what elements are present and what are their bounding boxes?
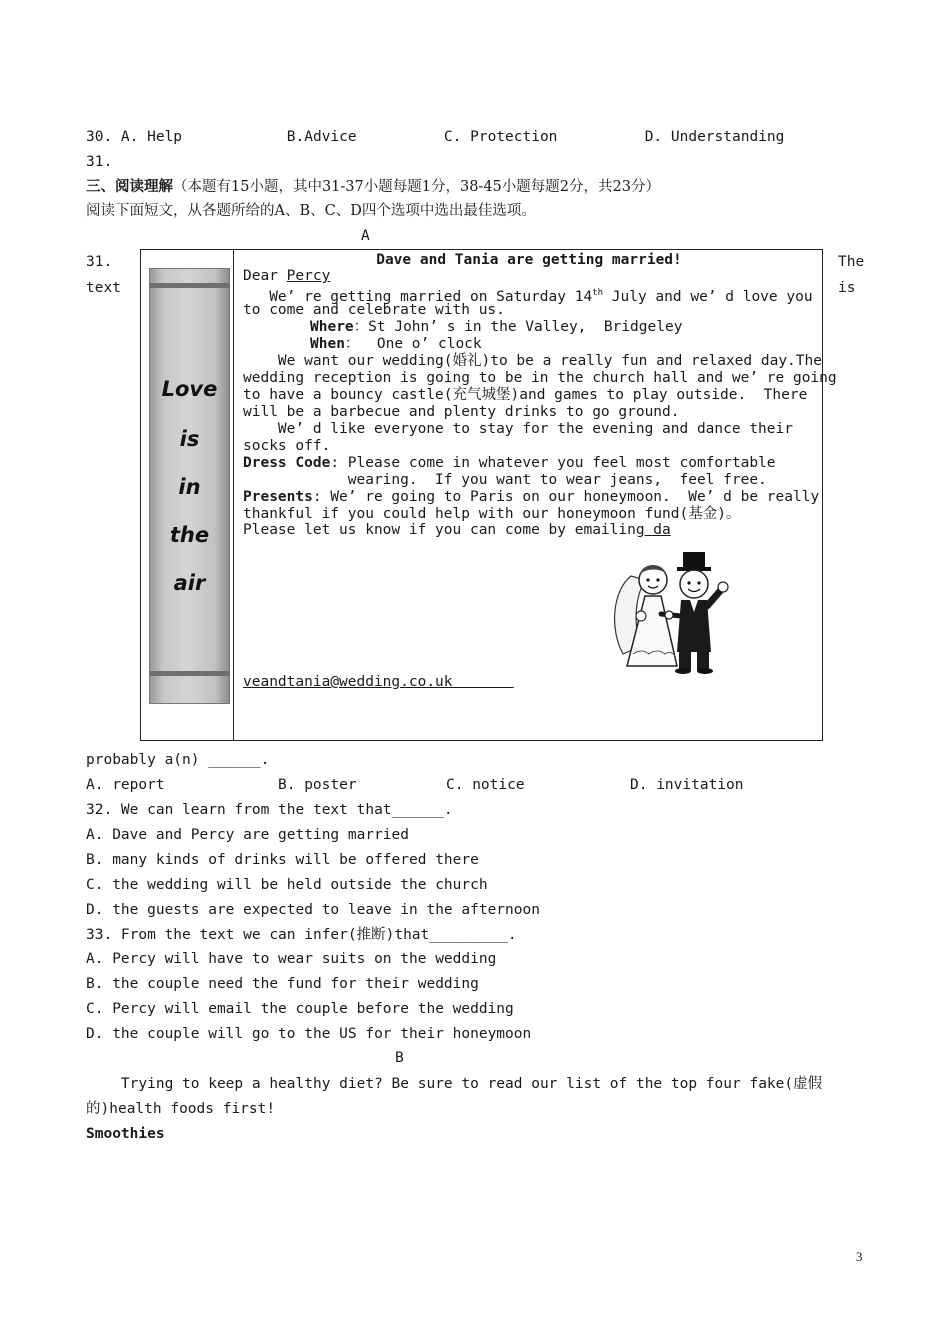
question-31-stem: probably a(n) ______. [86, 752, 270, 768]
paragraph-1-line-2: to come and celebrate with us. [243, 302, 505, 318]
banner-word-air: air [173, 571, 206, 595]
email-link[interactable]: veandtania@wedding.co.uk [243, 674, 514, 690]
love-is-in-the-air-banner [149, 268, 230, 704]
presents-text: : We’ re going to Paris on our honeymoon. We’ d be really [312, 489, 820, 505]
where-value: ：St John’ s in the Valley, Bridgeley [353, 319, 683, 335]
question-32-stem: 32. We can learn from the text that______. [86, 802, 453, 818]
section-instruction: 阅读下面短文，从各题所给的A、B、C、D四个选项中选出最佳选项。 [86, 203, 536, 219]
p1-part-a: We’ re getting married on Saturday 14 [243, 288, 593, 305]
paragraph-2-line-2: wedding reception is going to be in the church hall and we’ re going [243, 370, 837, 386]
question-31-option-d: D. invitation [630, 777, 744, 793]
question-33-option-b: B. the couple need the fund for their wedding [86, 976, 479, 992]
contact-link-start[interactable]: da [644, 522, 671, 538]
right-prefix-the: The [838, 254, 865, 270]
passage-b-intro-line-2: 的)health foods first! [86, 1101, 276, 1117]
banner-bottom-bar [150, 671, 229, 676]
where-line [310, 319, 682, 336]
presents-label: Presents [243, 489, 313, 505]
invitation-title: Dave and Tania are getting married! [376, 252, 682, 268]
dress-code-label: Dress Code [243, 455, 331, 471]
greeting-name: Percy [286, 268, 331, 284]
question-33-stem: 33. From the text we can infer(推断)that_________. [86, 927, 517, 943]
banner-word-love: Love [161, 377, 218, 401]
banner-word-the: the [169, 523, 210, 547]
passage-a-label: A [361, 228, 370, 244]
banner-word-in: in [178, 475, 201, 499]
question-30-options: 30. A. Help B.Advice C. Protection D. Understanding [86, 129, 785, 145]
section-note: （本题有15小题，其中31-37小题每题1分，38-45小题每题2分，共23分） [173, 179, 660, 195]
when-label: When [310, 336, 345, 352]
question-31-option-a: A. report [86, 777, 165, 793]
when-value: ： One o’ clock [344, 336, 482, 352]
banner-column [141, 250, 234, 740]
passage-b-heading-smoothies: Smoothies [86, 1126, 165, 1142]
invitation-box [140, 249, 837, 741]
question-33-option-d: D. the couple will go to the US for their honeymoon [86, 1026, 532, 1042]
dress-code-line-2: wearing. If you want to wear jeans, feel free. [243, 472, 767, 488]
contact-text: Please let us know if you can come by emailing [243, 522, 645, 538]
question-33-option-c: C. Percy will email the couple before the wedding [86, 1001, 514, 1017]
left-prefix-text: text [86, 280, 121, 296]
bride-and-groom-illustration [611, 550, 737, 682]
left-prefix-31: 31. [86, 254, 113, 270]
greeting-dear: Dear [243, 268, 287, 284]
paragraph-2-line-4: will be a barbecue and plenty drinks to go ground. [243, 404, 680, 420]
p1-superscript: th [592, 288, 604, 298]
greeting [243, 268, 330, 285]
dress-code-line-1 [243, 455, 776, 472]
section-title: 三、阅读理解 [86, 178, 173, 195]
passage-b-label: B [395, 1050, 404, 1066]
question-31-stub: 31. [86, 154, 113, 170]
paragraph-3-line-2: socks off. [243, 438, 331, 454]
section-heading [86, 178, 660, 196]
question-32-option-d: D. the guests are expected to leave in the afternoon [86, 902, 540, 918]
contact-line [243, 522, 671, 539]
presents-line-2: thankful if you could help with our honeymoon fund(基金)。 [243, 506, 741, 522]
presents-line-1 [243, 489, 819, 506]
paragraph-2-line-3: to have a bouncy castle(充气城堡)and games to play outside. There [243, 387, 808, 403]
right-prefix-is: is [838, 280, 856, 296]
question-32-option-a: A. Dave and Percy are getting married [86, 827, 410, 843]
passage-b-intro-line-1: Trying to keep a healthy diet? Be sure to read our list of the top four fake(虚假 [86, 1076, 823, 1092]
page-number: 3 [856, 1249, 863, 1264]
where-label: Where [310, 319, 354, 335]
p1-part-b: July and we’ d love you [603, 288, 813, 305]
question-32-option-c: C. the wedding will be held outside the church [86, 877, 488, 893]
question-31-option-b: B. poster [278, 777, 357, 793]
when-line [310, 336, 482, 353]
question-31-option-c: C. notice [446, 777, 525, 793]
dress-code-text: : Please come in whatever you feel most comfortable [330, 455, 776, 471]
question-33-option-a: A. Percy will have to wear suits on the wedding [86, 951, 497, 967]
question-32-option-b: B. many kinds of drinks will be offered there [86, 852, 479, 868]
banner-top-bar [150, 283, 229, 288]
paragraph-2-line-1: We want our wedding(婚礼)to be a really fun and relaxed day.The [243, 353, 822, 369]
paragraph-3-line-1: We’ d like everyone to stay for the evening and dance their [243, 421, 793, 437]
banner-word-is: is [179, 427, 200, 451]
